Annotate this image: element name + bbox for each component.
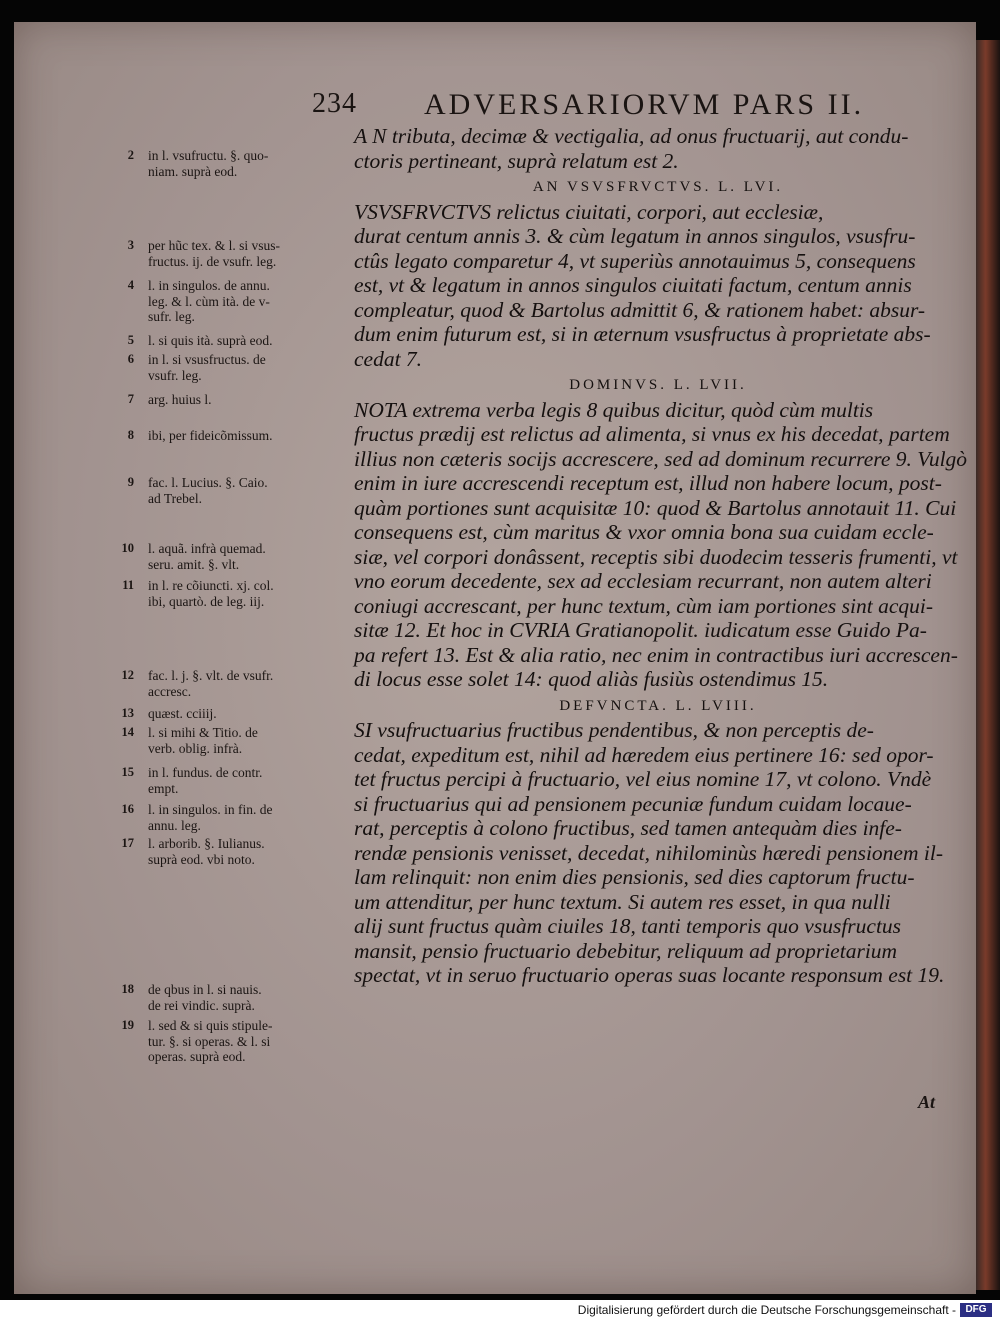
note-line: ibi, per fideicõmissum. (148, 428, 273, 443)
text-line: consequens est, cùm maritus & vxor omnia bona sua cuidam eccle- (354, 520, 934, 544)
text-line: A N tributa, decimæ & vectigalia, ad onus fructuarij, aut condu- (354, 124, 909, 148)
text-line: ctûs legato comparetur 4, vt superiùs annotauimus 5, consequens (354, 248, 916, 273)
note-line: suprà eod. vbi noto. (148, 851, 255, 867)
text-line: est, vt & legatum in annos singulos ciuitati factum, centum annis (354, 273, 912, 297)
text-line: SI vsufructuarius fructibus pendentibus, & non perceptis de- (354, 718, 874, 742)
marginal-note (121, 668, 358, 699)
footer-text: Digitalisierung gefördert durch die Deutsche Forschungsgemeinschaft - (577, 1303, 956, 1317)
text-line: durat centum annis 3. & cùm legatum in annos singulos, vsusfru- (354, 224, 916, 248)
note-line: in l. vsufructu. §. quo- (148, 148, 269, 163)
note-number: 9 (127, 475, 134, 489)
marginal-notes (0, 0, 360, 1300)
text-line: compleatur, quod & Bartolus admittit 6, & rationem habet: absur- (354, 297, 926, 322)
text-line: mansit, pensio fructuario debebitur, reliquum ad proprietarium (354, 938, 898, 963)
note-line: verb. oblig. infrà. (148, 740, 243, 756)
marginal-note (121, 1018, 358, 1065)
note-line: tur. §. si operas. & l. si (148, 1033, 271, 1049)
note-number: 8 (127, 428, 134, 442)
text-line: spectat, vt in seruo fructuario operas suas locante responsum est 19. (354, 963, 945, 987)
catchword: At (918, 1092, 936, 1112)
note-number: 6 (127, 352, 134, 366)
note-line: arg. huius l. (148, 392, 212, 407)
note-line: vsufr. leg. (148, 367, 202, 383)
note-line: niam. suprà eod. (148, 163, 238, 179)
note-line: ad Trebel. (148, 490, 202, 506)
text-line: di locus esse solet 14: quod aliàs fusiùs ostendimus 15. (354, 667, 829, 691)
marginal-note (121, 802, 358, 833)
note-line: l. si quis ità. suprà eod. (148, 333, 273, 348)
text-line: dum enim futurum est, si in æternum vsusfructus à proprietate abs- (354, 322, 931, 346)
note-line: l. aquã. infrà quemad. (148, 541, 266, 556)
note-line: ibi, quartò. de leg. iij. (148, 593, 265, 609)
note-line: l. sed & si quis stipule- (148, 1018, 273, 1033)
book-edge (976, 40, 1000, 1290)
note-number: 17 (121, 836, 134, 850)
note-number: 16 (121, 802, 134, 816)
note-number: 19 (121, 1018, 134, 1032)
text-line: rendæ pensionis venisset, decedat, nihilominùs hæredi pensionem il- (354, 840, 943, 865)
note-number: 13 (121, 706, 134, 720)
page-number: 234 (312, 88, 357, 119)
note-line: per hũc tex. & l. si vsus- (148, 238, 280, 253)
note-number: 11 (122, 578, 134, 592)
text-line: ctoris pertineant, suprà relatum est 2. (354, 148, 679, 173)
text-line: VSVSFRVCTVS relictus ciuitati, corpori, aut ecclesiæ, (354, 199, 824, 224)
marginal-note (127, 352, 358, 383)
marginal-note (127, 475, 358, 506)
text-line: cedat, expeditum est, nihil ad hæredem eius pertinere 16: sed opor- (354, 742, 934, 767)
note-line: fac. l. Lucius. §. Caio. (148, 475, 268, 490)
digitization-footer (0, 1300, 1000, 1321)
section-heading: DEFVNCTA. L. LVIII. (559, 697, 757, 714)
text-line: enim in iure accrescendi receptum est, illud non habere locum, post- (354, 471, 942, 495)
note-number: 15 (121, 765, 134, 779)
text-line: vno eorum decedente, sex ad ecclesiam recurrant, non autem alteri (354, 569, 932, 593)
note-line: empt. (148, 780, 179, 796)
note-line: leg. & l. cùm ità. de v- (148, 293, 270, 309)
marginal-note (121, 706, 358, 722)
dfg-logo: DFG (960, 1303, 992, 1317)
marginal-note (127, 278, 358, 325)
text-line: alij sunt fructus quàm ciuiles 18, tanti temporis quo vsusfructus (354, 914, 902, 938)
text-line: siæ, vel corpori donâssent, receptis sibi duodecim tesseris frumenti, vt (354, 544, 958, 569)
marginal-note (121, 765, 358, 796)
note-line: quæst. cciiij. (148, 706, 217, 721)
note-line: in l. fundus. de contr. (148, 765, 263, 780)
marginal-note (127, 238, 358, 269)
note-number: 12 (121, 668, 134, 682)
section-heading: AN VSVSFRVCTVS. L. LVI. (532, 179, 784, 195)
marginal-note (122, 578, 358, 609)
note-line: operas. suprà eod. (148, 1049, 246, 1064)
text-line: rat, perceptis à colono fructibus, sed tamen antequàm dies infe- (354, 816, 902, 840)
note-line: l. si mihi & Titio. de (148, 725, 258, 740)
text-line: um attenditur, per hunc textum. Si autem res esset, in qua nulli (354, 889, 891, 914)
marginal-note (121, 541, 358, 572)
main-text (354, 124, 968, 988)
note-line: de rei vindic. suprà. (148, 997, 255, 1013)
marginal-note (127, 333, 358, 349)
section-heading: DOMINVS. L. LVII. (569, 377, 747, 393)
text-line: coniugi accrescant, per hunc textum, cùm iam portiones sint acqui- (354, 593, 933, 618)
marginal-note (127, 428, 358, 444)
text-line: pa refert 13. Est & alia ratio, nec enim in contractibus iuri accrescen- (354, 642, 958, 667)
note-number: 4 (127, 278, 134, 292)
page-title: ADVERSARIORVM PARS II. (424, 88, 865, 121)
running-head (312, 88, 912, 128)
note-line: l. in singulos. in fin. de (148, 802, 273, 817)
marginal-note (127, 148, 358, 179)
note-line: de qbus in l. si nauis. (148, 982, 262, 997)
note-number: 5 (127, 333, 134, 347)
note-line: l. arborib. §. Iulianus. (148, 836, 265, 851)
note-line: in l. si vsusfructus. de (148, 352, 266, 367)
note-line: seru. amit. §. vlt. (148, 556, 240, 572)
note-number: 7 (127, 392, 134, 406)
note-number: 3 (127, 238, 134, 252)
note-number: 2 (127, 148, 134, 162)
note-line: accresc. (148, 683, 192, 699)
text-line: illius non cæteris socijs accrescere, sed ad dominum recurrere 9. Vulgò (354, 446, 968, 471)
text-line: fructus prædij est relictus ad alimenta, si vnus ex his decedat, partem (354, 422, 950, 446)
text-line: sitæ 12. Et hoc in CVRIA Gratianopolit. iudicatum esse Guido Pa- (354, 618, 927, 642)
note-line: fac. l. j. §. vlt. de vsufr. (148, 668, 274, 683)
text-line: tet fructus percipi à fructuario, vel eius nomine 17, vt colono. Vndè (354, 767, 932, 791)
note-number: 18 (121, 982, 134, 996)
note-number: 14 (121, 725, 134, 739)
text-line: cedat 7. (354, 346, 423, 371)
marginal-note (121, 725, 358, 756)
note-line: fructus. ij. de vsufr. leg. (148, 253, 277, 269)
text-line: NOTA extrema verba legis 8 quibus dicitur, quòd cùm multis (354, 397, 874, 422)
text-line: si fructuarius qui ad pensionem pecuniæ fundum cuidam locaue- (354, 791, 912, 816)
note-number: 10 (121, 541, 134, 555)
marginal-note (121, 982, 358, 1013)
note-line: l. in singulos. de annu. (148, 278, 270, 293)
text-line: quàm portiones sunt acquisitæ 10: quod & Bartolus annotauit 11. Cui (354, 495, 957, 520)
note-line: sufr. leg. (148, 309, 195, 324)
note-line: annu. leg. (148, 817, 201, 833)
marginal-note (121, 836, 358, 867)
text-line: lam relinquit: non enim dies pensionis, sed dies captorum fructu- (354, 865, 915, 889)
marginal-note (127, 392, 358, 408)
note-line: in l. re cõiuncti. xj. col. (148, 578, 274, 593)
